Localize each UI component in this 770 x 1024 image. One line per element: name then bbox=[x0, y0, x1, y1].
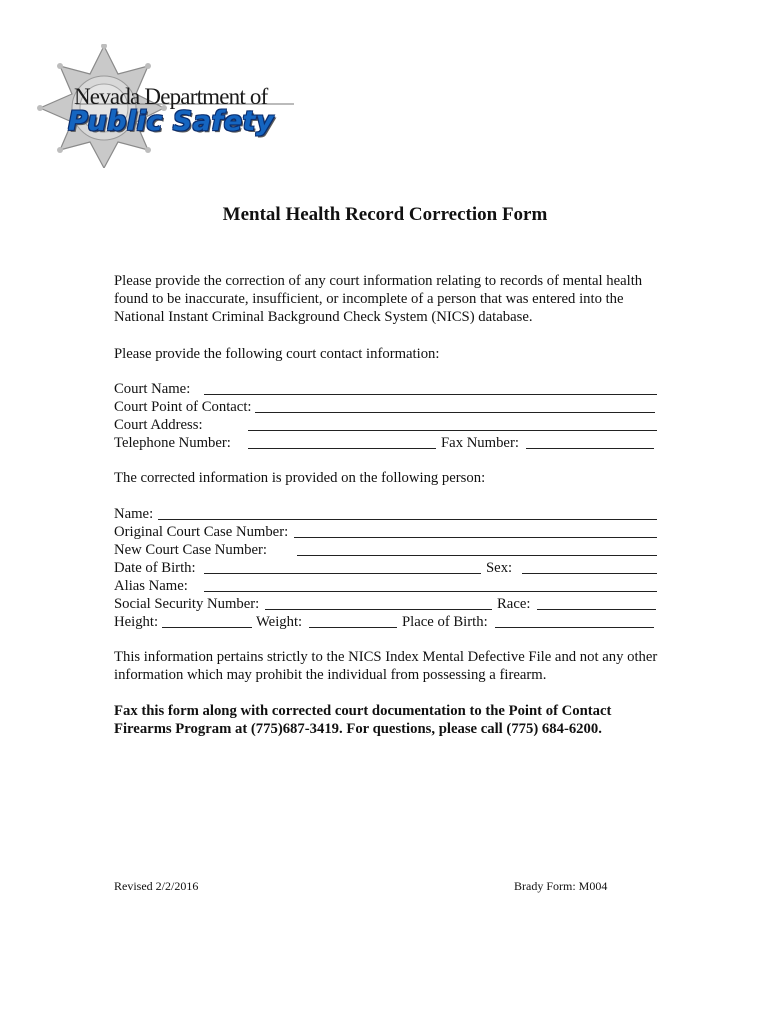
court-name-label: Court Name: bbox=[114, 381, 191, 397]
disclaimer-paragraph: This information pertains strictly to the NICS Index Mental Defective File and not any other information which may prohibit the individual from possessing a firearm. bbox=[114, 649, 658, 683]
court-prompt: Please provide the following court contact information: bbox=[114, 346, 440, 362]
height-label: Height: bbox=[114, 614, 159, 630]
court-address-field[interactable] bbox=[248, 430, 657, 431]
ssn-race-row bbox=[114, 595, 674, 613]
person-prompt: The corrected information is provided on the following person: bbox=[114, 470, 486, 486]
pob-label: Place of Birth: bbox=[402, 614, 488, 630]
revised-date: Revised 2/2/2016 bbox=[114, 879, 199, 893]
dob-field[interactable] bbox=[204, 573, 481, 574]
ssn-label: Social Security Number: bbox=[114, 596, 260, 612]
fax-instructions: Fax this form along with corrected court documentation to the Point of Contact Firearms Program at (775)687-3419. For questions, please call (775) 684-6200. bbox=[114, 703, 612, 737]
org-name-line1: Nevada Department of bbox=[74, 84, 268, 109]
orig-case-field[interactable] bbox=[294, 537, 657, 538]
org-name-line2: Public Safety bbox=[68, 106, 275, 137]
name-row bbox=[114, 505, 674, 523]
pob-field[interactable] bbox=[495, 627, 654, 628]
intro-paragraph: Please provide the correction of any court information relating to records of mental health found to be inaccurate, insufficient, or incomplete of a person that was entered into the National Instant Criminal Background Check System (NICS) database. bbox=[114, 273, 643, 325]
new-case-field[interactable] bbox=[297, 555, 657, 556]
court-address-row bbox=[114, 416, 674, 434]
orig-case-label: Original Court Case Number: bbox=[114, 524, 289, 540]
fax-field[interactable] bbox=[526, 448, 654, 449]
name-field[interactable] bbox=[158, 519, 657, 520]
phone-fax-row bbox=[114, 434, 674, 452]
height-field[interactable] bbox=[162, 627, 252, 628]
court-name-field[interactable] bbox=[204, 394, 657, 395]
page-title: Mental Health Record Correction Form bbox=[222, 204, 548, 225]
alias-row bbox=[114, 577, 674, 595]
ssn-field[interactable] bbox=[265, 609, 492, 610]
alias-field[interactable] bbox=[204, 591, 657, 592]
court-address-label: Court Address: bbox=[114, 417, 203, 433]
telephone-label: Telephone Number: bbox=[114, 435, 231, 451]
sex-field[interactable] bbox=[522, 573, 657, 574]
orig-case-row bbox=[114, 523, 674, 541]
height-weight-pob-row bbox=[114, 613, 674, 631]
alias-label: Alias Name: bbox=[114, 578, 188, 594]
form-id: Brady Form: M004 bbox=[514, 879, 608, 893]
court-name-row bbox=[114, 380, 674, 398]
name-label: Name: bbox=[114, 506, 154, 522]
weight-label: Weight: bbox=[256, 614, 303, 630]
race-label: Race: bbox=[497, 596, 531, 612]
court-poc-row bbox=[114, 398, 674, 416]
race-field[interactable] bbox=[537, 609, 656, 610]
weight-field[interactable] bbox=[309, 627, 397, 628]
dob-label: Date of Birth: bbox=[114, 560, 196, 576]
court-poc-label: Court Point of Contact: bbox=[114, 399, 252, 415]
court-poc-field[interactable] bbox=[255, 412, 655, 413]
new-case-label: New Court Case Number: bbox=[114, 542, 267, 558]
fax-label: Fax Number: bbox=[441, 435, 519, 451]
telephone-field[interactable] bbox=[248, 448, 436, 449]
sex-label: Sex: bbox=[486, 560, 513, 576]
new-case-row bbox=[114, 541, 674, 559]
dob-sex-row bbox=[114, 559, 674, 577]
